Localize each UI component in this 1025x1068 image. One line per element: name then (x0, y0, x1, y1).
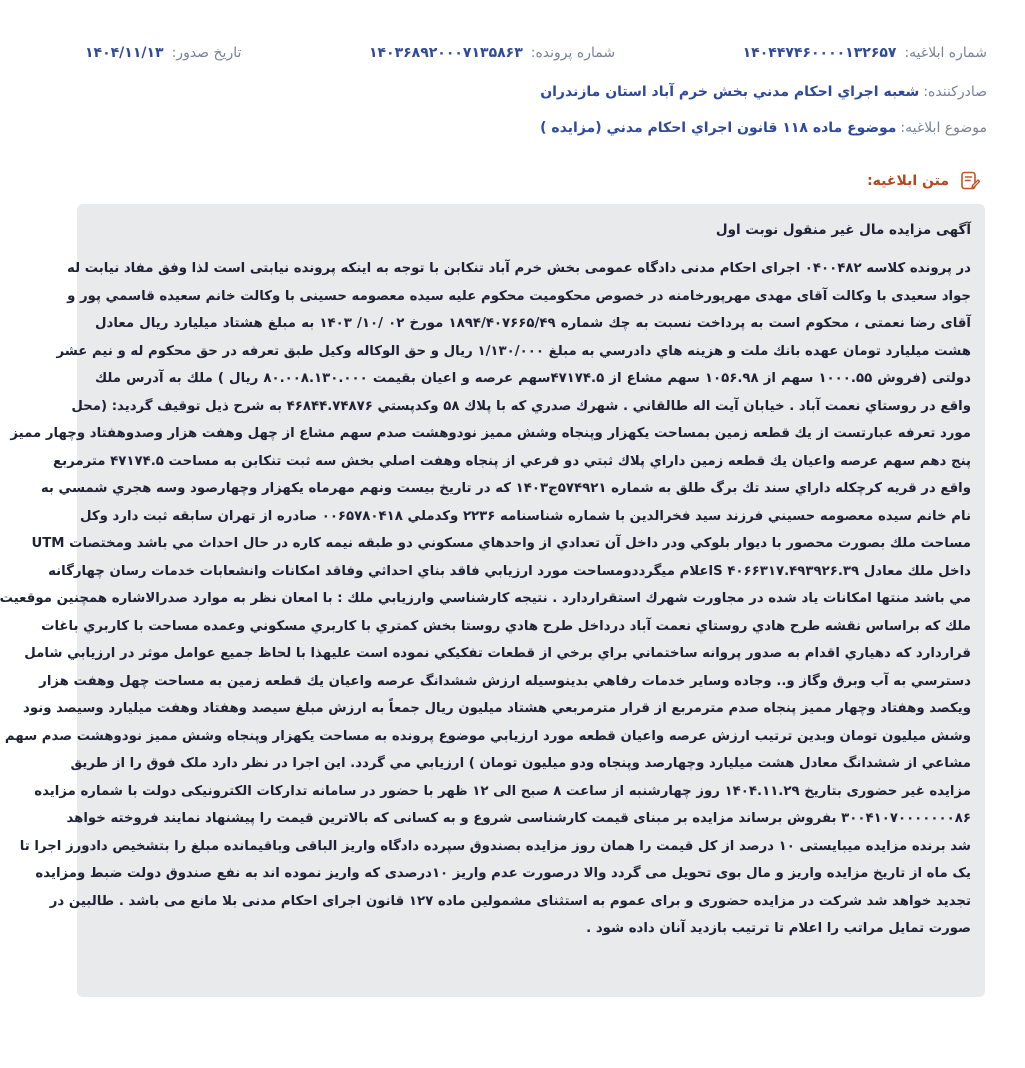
body-line: مساحت ملك بصورت محصور با ديوار بلوكي ودر داخل آن تعدادي از واحدهاي مسكوني دو طبقه نيمه كاره در حال احداث مي باشد ومختصات UTM (31, 536, 971, 551)
issue-date-value: ۱۴۰۴/۱۱/۱۳ (85, 45, 164, 61)
body-line: دولتی (فروش ۱۰۰۰.۵۵ سهم از ۱۰۵۶.۹۸ سهم مشاع از ۴۷۱۷۴.۵سهم عرصه و اعیان بقیمت ۸۰.۰۰۸.۱۳۰.۰۰۰ ریال ) ملك به آدرس ملك (95, 371, 972, 386)
auction-title: آگهی مزایده مال غیر منقول نوبت اول (715, 222, 971, 238)
notice-text-heading (867, 170, 981, 192)
body-line: آقای رضا نعمتی ، محکوم است به پرداخت نسبت به چك شماره ۱۸۹۴/۴۰۷۶۶۵/۴۹ مورخ ۰۲ /۱۰/ ۱۴۰۳ به مبلغ هشتاد میلیارد ریال معادل (95, 316, 971, 331)
subject-value: موضوع ماده ۱۱۸ قانون اجراي احكام مدني (مزايده ) (540, 120, 897, 136)
subject-line (65, 120, 987, 136)
notice-text-panel (0, 204, 985, 997)
body-line: ۳۰۰۴۱۰۷۰۰۰۰۰۰۰۸۶ بفروش برساند مزایده بر مبنای قیمت کارشناسی شروع و به کسانی که بالاترین قیمت را پیشنهاد نمایند فروخته خواهد (66, 811, 971, 826)
body-line: تجدید خواهد شد شرکت در مزایده حضوری و برای عموم به استثنای مشمولین ماده ۱۲۷ قانون اجرای احکام مدنی بلا مانع می باشد . طالبین در (49, 893, 971, 909)
body-line: مزایده غیر حضوری بتاریخ ۱۴۰۴.۱۱.۲۹ روز چهارشنبه از ساعت ۸ صبح الی ۱۲ ظهر با حضور در سامانه تداركات الكترونيكی دولت با شماره مزایده (34, 783, 971, 799)
body-line: واقع در روستاي نعمت آباد . خيابان آيت اله طالقاني . شهرك صدري كه با پلاك ۵۸ وكدپستي ۴۶۸۴۴.۷۴۸۷۶ به شرح ذيل توقيف گرديد: (محل (71, 398, 971, 414)
notice-meta-row (85, 45, 987, 61)
issuer-label: صادرکننده: (923, 84, 987, 100)
body-line: مشاعي از ششدانگ معادل هشت ميليارد وچهارصد وپنجاه ودو ميليون تومان ) ارزيابي مي گردد. این اجرا در نظر دارد ملک فوق را از طریق (70, 756, 971, 771)
body-line: داخل ملك معادل ۴۰۶۶۳۱۷.۴۹۳۹۲۶.۳۹ Sاعلام ميگرددومساحت مورد ارزيابي فاقد بناي احداثي وفاقد امكانات وانشعابات خدمات رسان چهارگانه (48, 563, 971, 579)
notice-number-label: شماره ابلاغیه: (904, 45, 987, 61)
issue-date-label: تاریخ صدور: (171, 45, 242, 61)
body-line: وشش ميليون تومان وبدين ترتيب ارزش عرصه واعيان قطعه مورد ارزيابي موضوع پرونده به مساحت يكهزار وپنجاه وشش مميز نودوهشت صدم سهم (4, 728, 971, 744)
case-number (369, 45, 615, 61)
body-line: واقع در قريه كرچكله داراي سند تك برگ طلق به شماره ۵۷۴۹۲۱ج۱۴۰۳ كه در تاريخ بيست ونهم مهرماه يكهزار وچهارصود وسه هجري شمسي به (40, 481, 971, 496)
issuer-value: شعبه اجراي احكام مدني بخش خرم آباد استان مازندران (540, 84, 920, 100)
body-line: یک ماه از تاریخ مزایده واریز و مال بوی تحویل می گردد والا درصورت عدم واریز ۱۰درصدی که واریز نموده اند به نفع صندوق دولت ضبط ومزایده (35, 866, 971, 881)
notice-number-value: ۱۴۰۴۴۷۴۶۰۰۰۰۱۳۲۶۵۷ (742, 45, 897, 61)
document-icon (959, 170, 981, 192)
body-line: مي باشد منتها امكانات ياد شده در مجاورت شهرك استقراردارد . نتيجه كارشناسي وارزيابي ملك : با امعان نظر به موارد صدرالاشاره همچنين موقعيت (0, 591, 971, 606)
body-line: در پرونده کلاسه ۰۴۰۰۴۸۲ اجرای احکام مدنی دادگاه عمومی بخش خرم آباد تنکابن با توجه به اینکه پرونده نیابتی است لذا وفق مفاد نیابت له (67, 261, 971, 276)
case-number-label: شماره پرونده: (530, 45, 616, 61)
body-line: پنج دهم سهم عرصه واعيان يك قطعه زمين داراي پلاك ثبتي دو فرعي از پنجاه وهفت اصلي بخش سه ثبت تنكابن به مساحت ۴۷۱۷۴.۵ مترمربع (53, 453, 971, 469)
body-line: هشت میلیارد تومان عهده بانك ملت و هزينه هاي دادرسي به مبلغ ۱/۱۳۰/۰۰۰ ریال و حق الوكاله وكيل طبق تعرفه در حق محكوم له و نيم عشر (56, 343, 971, 359)
body-line: دسترسي به آب وبرق وگاز و.. وجاده وساير خدمات رفاهي بدينوسيله ارزش ششدانگ عرصه واعيان يك قطعه زمين به مساحت چهل وهفت هزار (39, 673, 971, 689)
subject-label: موضوع ابلاغیه: (900, 120, 987, 136)
body-line: مورد تعرفه عبارتست از يك قطعه زمين بمساحت يكهزار وپنجاه وشش مميز نودوهشت صدم سهم مشاع از چهل وهفت هزار وصدوهفتاد وچهار مميز (10, 426, 971, 441)
body-line: ملك كه براساس نقشه طرح هادي روستاي نعمت آباد درداخل طرح هادي روستا بخش كمتري با كاربري مسكوني وعمده مساحت با كاربري باغات (41, 618, 971, 634)
body-line: صورت تمایل مراتب را اعلام تا ترتیب بازدید آنان داده شود . (586, 921, 971, 936)
case-number-value: ۱۴۰۳۶۸۹۲۰۰۰۷۱۳۵۸۶۳ (368, 45, 523, 61)
body-line: قراردارد كه دهياري اقدام به صدور پروانه ساختماني براي برخي از قطعات تفكيكي نموده است عليهذا با لحاظ جميع عوامل موثر در ارزيابي شامل (24, 646, 971, 661)
notice-number (743, 45, 987, 61)
issue-date (85, 45, 241, 61)
notice-text-label: متن ابلاغیه: (867, 173, 949, 189)
issuer-line (65, 84, 987, 100)
body-line: نام خانم سيده معصومه حسيني فرزند سيد فخرالدين با شماره شناسنامه ۲۲۳۶ وكدملي ۰۰۶۵۷۸۰۴۱۸ صادره از تهران سابقه ثبت دارد وكل (80, 508, 971, 524)
notice-body (0, 255, 972, 943)
body-line: ويكصد وهفتاد وچهار مميز پنجاه صدم مترمربع از قرار مترمربعي هشتاد ميليون ريال جمعاً به ارزش مبلغ سيصد وهفتاد وهفت ميليارد وسيصد ونود (23, 701, 971, 716)
body-line: جواد سعیدی با وکالت آقای مهدی مهرپورخامنه در خصوص محکومیت محکوم علیه سیده معصومه حسینی با وکالت خانم سعیده قاسمي پور و (67, 288, 971, 304)
body-line: شد برنده مزایده میبایستی ۱۰ درصد از کل قیمت را همان روز مزایده بصندوق سپرده دادگاه واریز الباقی وباقیمانده مبلغ را بتشخیص دادورز اجرا تا (19, 838, 971, 854)
